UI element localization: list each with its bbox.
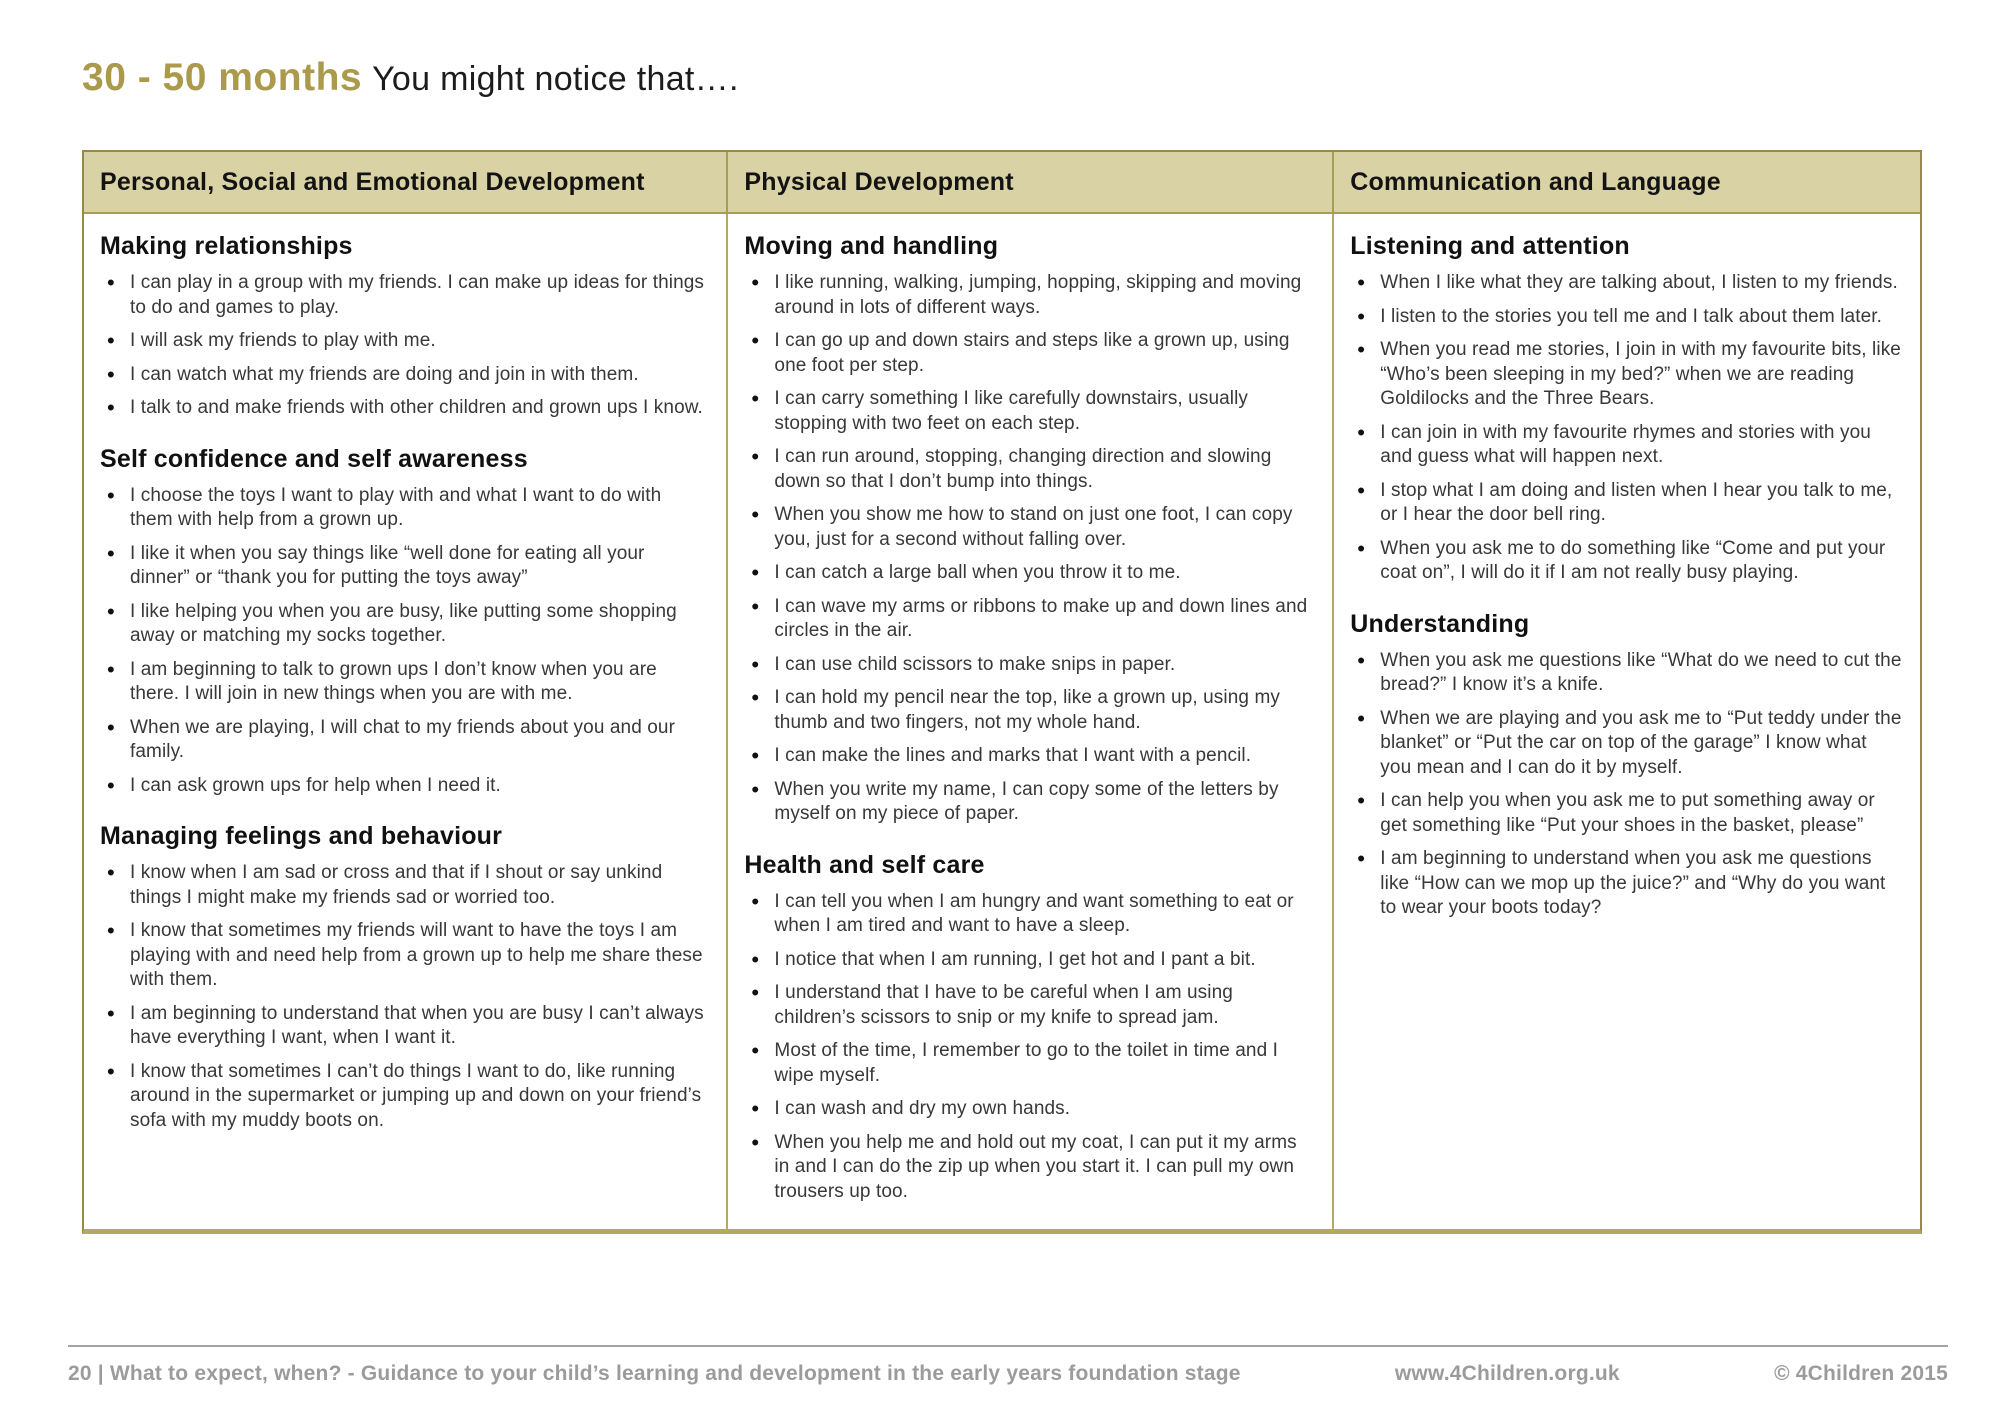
column-header-physical-development: Physical Development bbox=[728, 152, 1334, 212]
bullet-item: • I am beginning to talk to grown ups I don’t know when you are there. I will join in new things when you are with me. bbox=[100, 658, 708, 707]
bullet-item: • I listen to the stories you tell me and I talk about them later. bbox=[1350, 305, 1902, 330]
bullet-item: • I can watch what my friends are doing and join in with them. bbox=[100, 363, 708, 388]
footer-website-link: www.4Children.org.uk bbox=[1394, 1362, 1620, 1385]
bullet-item: • I know that sometimes my friends will want to have the toys I am playing with and need help from a grown up to help me share these with them. bbox=[100, 919, 708, 993]
column-header-personal-social-emotional: Personal, Social and Emotional Development bbox=[84, 152, 728, 212]
bullet-item: • I can play in a group with my friends. I can make up ideas for things to do and games to play. bbox=[100, 271, 708, 320]
bullet-item: • I can carry something I like carefully downstairs, usually stopping with two feet on each step. bbox=[744, 387, 1314, 436]
table-column-physical-development bbox=[728, 214, 1334, 1229]
section-heading-listening-and-attention: Listening and attention bbox=[1350, 232, 1630, 260]
bullet-list bbox=[100, 271, 708, 421]
bullet-list bbox=[1350, 271, 1902, 586]
column-header-communication-language: Communication and Language bbox=[1350, 168, 1721, 196]
page-footer bbox=[68, 1345, 1948, 1386]
development-table bbox=[82, 150, 1922, 1234]
page-title bbox=[82, 56, 739, 100]
bullet-item: • I can use child scissors to make snips in paper. bbox=[744, 653, 1314, 678]
section-heading-making-relationships: Making relationships bbox=[100, 232, 353, 260]
bullet-item: • I stop what I am doing and listen when I hear you talk to me, or I hear the door bell ring. bbox=[1350, 479, 1902, 528]
section-heading-self-confidence-and-self-awareness: Self confidence and self awareness bbox=[100, 444, 528, 473]
bullet-item: • I can hold my pencil near the top, like a grown up, using my thumb and two fingers, not my whole hand. bbox=[744, 686, 1314, 735]
bullet-item: • I like it when you say things like “well done for eating all your dinner” or “thank you for putting the toys away” bbox=[100, 542, 708, 591]
bullet-item: • I am beginning to understand that when you are busy I can’t always have everything I want, when I want it. bbox=[100, 1002, 708, 1051]
age-range-label: 30 - 50 months bbox=[82, 56, 363, 99]
section-heading-health-and-self-care: Health and self care bbox=[744, 850, 985, 879]
bullet-item: • I can tell you when I am hungry and want something to eat or when I am tired and want to have a sleep. bbox=[744, 890, 1314, 939]
footer-copyright: © 4Children 2015 bbox=[1774, 1362, 1948, 1385]
bullet-item: • When you show me how to stand on just one foot, I can copy you, just for a second without falling over. bbox=[744, 503, 1314, 552]
bullet-item: • I can go up and down stairs and steps like a grown up, using one foot per step. bbox=[744, 329, 1314, 378]
bullet-item: • When we are playing and you ask me to “Put teddy under the blanket” or “Put the car on top of the garage” I know what you mean and I can do it by myself. bbox=[1350, 707, 1902, 781]
bullet-item: • When I like what they are talking about, I listen to my friends. bbox=[1350, 271, 1902, 296]
bullet-item: • When you help me and hold out my coat, I can put it my arms in and I can do the zip up when you start it. I can pull my own trousers up too. bbox=[744, 1131, 1314, 1205]
bullet-list bbox=[100, 484, 708, 799]
bullet-item: • I can ask grown ups for help when I need it. bbox=[100, 774, 708, 799]
section-heading-managing-feelings-and-behaviour: Managing feelings and behaviour bbox=[100, 822, 503, 850]
table-column-communication-and-language bbox=[1334, 214, 1920, 1229]
bullet-item: • I can catch a large ball when you throw it to me. bbox=[744, 561, 1314, 586]
bullet-item: • I like running, walking, jumping, hopping, skipping and moving around in lots of different ways. bbox=[744, 271, 1314, 320]
bullet-item: • I talk to and make friends with other children and grown ups I know. bbox=[100, 396, 708, 421]
bullet-item: • I will ask my friends to play with me. bbox=[100, 329, 708, 354]
footer-document-title: 20 | What to expect, when? - Guidance to your child’s learning and development in the early years foundation stage bbox=[68, 1362, 1241, 1385]
bullet-list bbox=[744, 271, 1314, 827]
bullet-item: • I can run around, stopping, changing direction and slowing down so that I don’t bump into things. bbox=[744, 445, 1314, 494]
bullet-item: • Most of the time, I remember to go to the toilet in time and I wipe myself. bbox=[744, 1039, 1314, 1088]
bullet-item: • I understand that I have to be careful when I am using children’s scissors to snip or my knife to spread jam. bbox=[744, 981, 1314, 1030]
section-heading-understanding: Understanding bbox=[1350, 609, 1530, 638]
bullet-item: • When you ask me to do something like “Come and put your coat on”, I will do it if I am not really busy playing. bbox=[1350, 537, 1902, 586]
bullet-item: • I am beginning to understand when you ask me questions like “How can we mop up the juice?” and “Why do you want to wear your boots today? bbox=[1350, 847, 1902, 921]
bullet-item: • I know that sometimes I can’t do things I want to do, like running around in the supermarket or jumping up and down on your friend’s sofa with my muddy boots on. bbox=[100, 1060, 708, 1134]
table-body bbox=[84, 214, 1920, 1229]
bullet-item: • I can join in with my favourite rhymes and stories with you and guess what will happen next. bbox=[1350, 421, 1902, 470]
bullet-item: • I can make the lines and marks that I want with a pencil. bbox=[744, 744, 1314, 769]
bullet-item: • I can wave my arms or ribbons to make up and down lines and circles in the air. bbox=[744, 595, 1314, 644]
bullet-list bbox=[744, 890, 1314, 1205]
bullet-item: • When we are playing, I will chat to my friends about you and our family. bbox=[100, 716, 708, 765]
bullet-item: • When you read me stories, I join in with my favourite bits, like “Who’s been sleeping in my bed?” when we are reading Goldilocks and the Three Bears. bbox=[1350, 338, 1902, 412]
table-header-row bbox=[84, 152, 1920, 214]
bullet-item: • When you ask me questions like “What do we need to cut the bread?” I know it’s a knife. bbox=[1350, 649, 1902, 698]
bullet-item: • I choose the toys I want to play with and what I want to do with them with help from a grown up. bbox=[100, 484, 708, 533]
bullet-item: • I know when I am sad or cross and that if I shout or say unkind things I might make my friends sad or worried too. bbox=[100, 861, 708, 910]
bullet-list bbox=[1350, 649, 1902, 921]
bullet-item: • I can help you when you ask me to put something away or get something like “Put your shoes in the basket, please” bbox=[1350, 789, 1902, 838]
bullet-list bbox=[100, 861, 708, 1133]
bullet-item: • I like helping you when you are busy, like putting some shopping away or matching my socks together. bbox=[100, 600, 708, 649]
title-subtext: You might notice that…. bbox=[372, 60, 739, 98]
section-heading-moving-and-handling: Moving and handling bbox=[744, 232, 999, 260]
bullet-item: • I notice that when I am running, I get hot and I pant a bit. bbox=[744, 948, 1314, 973]
table-column-personal-social-and-emotional-development bbox=[84, 214, 728, 1229]
bullet-item: • I can wash and dry my own hands. bbox=[744, 1097, 1314, 1122]
bullet-item: • When you write my name, I can copy some of the letters by myself on my piece of paper. bbox=[744, 778, 1314, 827]
